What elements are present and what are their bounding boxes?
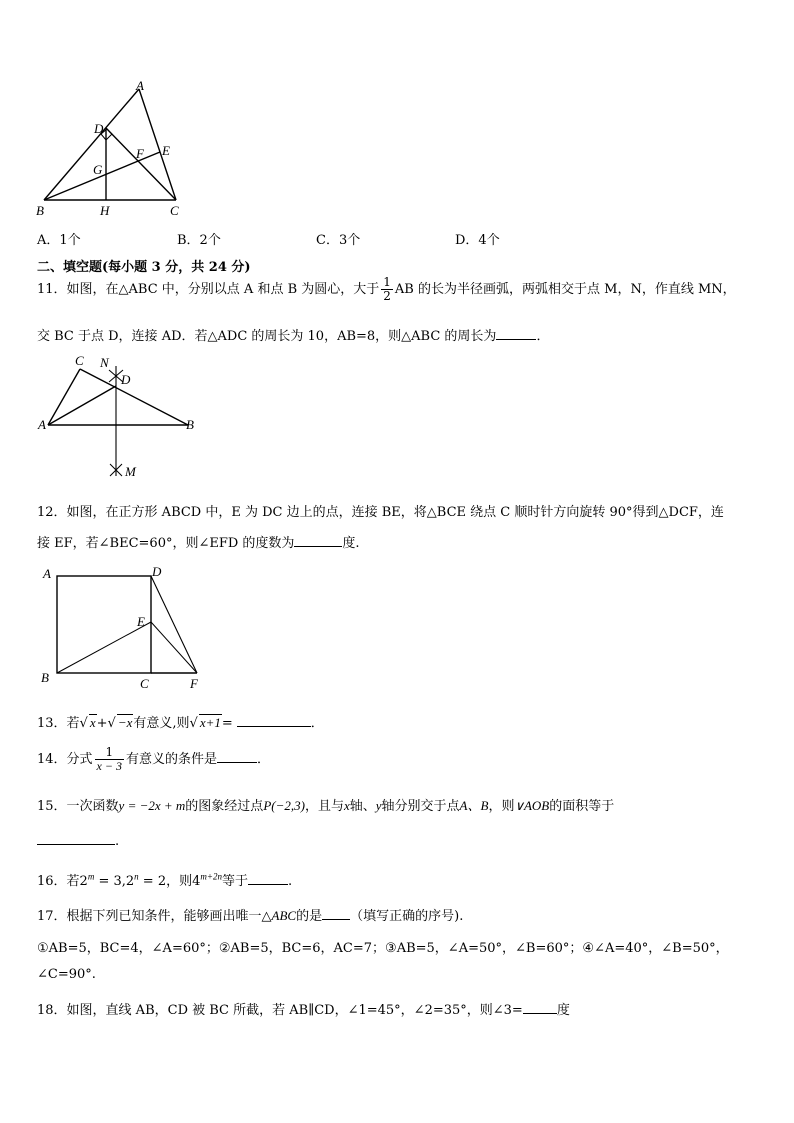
q14-end: ． — [257, 752, 271, 767]
q17-line1-b: 的是 — [296, 909, 323, 924]
sqrt-symbol: √ — [189, 716, 198, 731]
q13-plus: + — [96, 716, 108, 731]
q13-answer-blank[interactable] — [237, 714, 311, 727]
q16-sup4: m+2n — [200, 871, 222, 882]
label-A: A — [38, 417, 46, 432]
figure-q10 — [30, 78, 200, 223]
q14 — [37, 746, 270, 773]
q15-line1 — [37, 795, 614, 814]
q12-answer-blank[interactable] — [294, 534, 342, 547]
q16-prefix: 16．若 — [37, 874, 80, 889]
segment-BE — [57, 622, 151, 673]
sqrt-symbol: √ — [107, 716, 116, 731]
q12-line2-end: 度. — [342, 536, 360, 551]
section-heading: 二、填空题(每小题 3 分，共 24 分) — [37, 260, 251, 275]
choice-c: C．3个 — [316, 233, 361, 248]
q15-end: . — [115, 834, 120, 849]
q18-text: 18．如图，直线 AB，CD 被 BC 所截，若 AB∥CD，∠1=45°，∠2=35°，则∠3= — [37, 1003, 523, 1018]
figure-q11 — [30, 352, 205, 482]
label-E: E — [162, 143, 170, 158]
q12-line1: 12．如图，在正方形 ABCD 中，E 为 DC 边上的点，连接 BE，将△BCE 绕点 C 顺时针方向旋转 90°得到△DCF，连 — [37, 505, 724, 520]
segment-AD — [48, 386, 116, 425]
label-H: H — [100, 203, 110, 218]
q13-prefix: 13．若 — [37, 716, 80, 731]
q14-frac-num: 1 — [95, 746, 124, 760]
q11-fraction — [381, 276, 393, 303]
q11-line1-a: 11．如图，在△ABC 中，分别以点 A 和点 B 为圆心，大于 — [37, 282, 380, 297]
q12-line2 — [37, 532, 360, 551]
q17-line2: ①AB=5，BC=4，∠A=60°；②AB=5，BC=6，AC=7；③AB=5，∠A=50°，∠B=60°；④∠A=40°，∠B=50°， — [37, 941, 729, 956]
q17-line1-a: 17．根据下列已知条件，能够画出唯一△ — [37, 909, 272, 924]
choice-b: B．2个 — [177, 233, 221, 248]
choice-d: D．4个 — [455, 233, 500, 248]
q13-end: ． — [310, 716, 324, 731]
q11-line1 — [37, 276, 736, 303]
q15-point: P(−2,3) — [263, 798, 305, 813]
q13-mid: 有意义,则 — [133, 716, 190, 731]
q16-expr2: = 3,2 — [94, 874, 135, 889]
label-B: B — [36, 203, 44, 218]
q15-mid5: ，则 — [488, 799, 515, 814]
q15-mid2: ，且与 — [304, 799, 344, 814]
q17-line1 — [37, 905, 463, 924]
q16-expr4: 4 — [192, 874, 201, 889]
q11-line1-b: AB 的长为半径画弧，两弧相交于点 M，N，作直线 MN， — [394, 282, 736, 297]
segment-AC — [139, 89, 176, 200]
label-D: D — [152, 564, 162, 579]
q15-prefix: 15．一次函数 — [37, 799, 119, 814]
q14-frac-den: x − 3 — [96, 759, 122, 773]
q13-radicand-2: −x — [117, 715, 133, 730]
q18-end: 度 — [556, 1003, 570, 1018]
sqrt-symbol: √ — [79, 716, 88, 731]
q11-line2-end: ． — [536, 329, 550, 344]
q13-radicand-1: x — [89, 715, 96, 730]
q13-radicand-3: x+1 — [199, 715, 221, 730]
q11-line2-text: 交 BC 于点 D，连接 AD．若△ADC 的周长为 10，AB=8，则△ABC 的周长为 — [37, 329, 497, 344]
q17-line1-c: （填写正确的序号). — [350, 909, 464, 924]
q17-abc: ABC — [271, 908, 297, 923]
label-C: C — [140, 676, 149, 691]
q15-mid4: 轴分别交于点 — [381, 799, 460, 814]
segment-DC — [106, 128, 176, 200]
label-M: M — [125, 464, 136, 479]
q16-expr1: 2 — [79, 874, 88, 889]
q13-eq: = — [221, 716, 233, 731]
label-F: F — [136, 146, 144, 161]
q16-mid2: 等于 — [221, 874, 248, 889]
q16-sup1: m — [87, 871, 95, 882]
q16-sup2: n — [134, 871, 139, 882]
q15-mid1: 的图象经过点 — [185, 799, 264, 814]
label-F: F — [190, 676, 198, 691]
label-D: D — [94, 121, 104, 136]
q17-line3: ∠C=90°. — [37, 967, 96, 982]
label-C: C — [170, 203, 179, 218]
label-B: B — [186, 417, 194, 432]
q11-line2 — [37, 325, 549, 344]
segment-BA — [44, 89, 139, 200]
q11-frac-den: 2 — [383, 289, 391, 303]
q16-end: . — [288, 874, 293, 889]
q13 — [37, 712, 324, 731]
segment-EF — [151, 622, 197, 673]
q14-prefix: 14．分式 — [37, 752, 93, 767]
q15-mid6: 的面积等于 — [549, 799, 615, 814]
label-A: A — [43, 566, 51, 581]
q15-line2 — [37, 832, 119, 849]
label-A: A — [136, 78, 144, 93]
q18-answer-blank[interactable] — [523, 1001, 557, 1014]
q15-triangle: ∨AOB — [514, 798, 550, 813]
q11-answer-blank[interactable] — [496, 327, 536, 340]
label-C: C — [75, 353, 84, 368]
label-E: E — [137, 614, 145, 629]
q12-line2-text: 接 EF，若∠BEC=60°，则∠EFD 的度数为 — [37, 536, 295, 551]
q15-x-axis: x — [343, 798, 350, 813]
q14-fraction — [95, 746, 124, 773]
label-B: B — [41, 670, 49, 685]
label-G: G — [93, 162, 103, 177]
q17-answer-blank[interactable] — [322, 907, 350, 920]
figure-q12 — [30, 562, 220, 692]
choice-a: A．1个 — [37, 233, 81, 248]
q16 — [37, 870, 292, 889]
q18 — [37, 999, 570, 1018]
q14-mid: 有意义的条件是 — [125, 752, 217, 767]
q15-answer-blank[interactable] — [37, 832, 115, 845]
q16-mid: ，则 — [166, 874, 193, 889]
q15-mid3: 轴、 — [349, 799, 376, 814]
q11-frac-num: 1 — [383, 275, 391, 289]
q15-y-axis: y — [375, 798, 382, 813]
label-N: N — [100, 355, 109, 370]
segment-DF — [151, 576, 197, 673]
q15-function: y = −2x + m — [118, 798, 186, 813]
label-D: D — [121, 372, 131, 387]
q15-points: A、B — [459, 798, 489, 813]
q14-answer-blank[interactable] — [217, 750, 257, 763]
q16-expr3: = 2 — [138, 874, 167, 889]
q16-answer-blank[interactable] — [248, 872, 288, 885]
